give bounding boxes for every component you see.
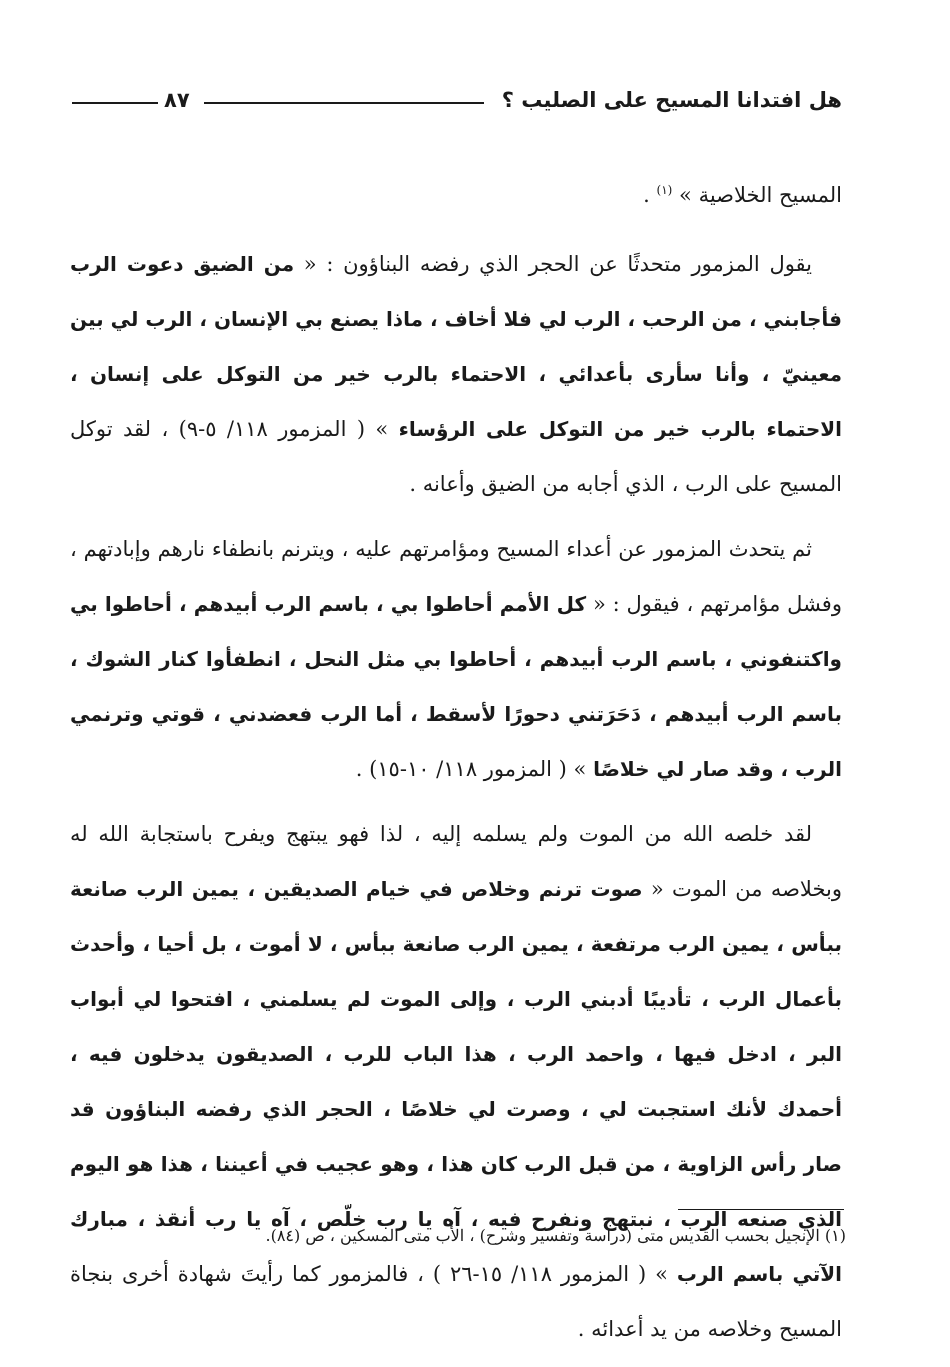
quotation-bold: من الضيق دعوت الرب فأجابني ، من الرحب ، الرب لي فلا أخاف ، ماذا يصنع بي الإنسان ، الرب لي بين معينيّ ، وأنا سأرى بأعدائي ، الاحتماء بالرب خير من التوكل على إنسان ، الاحتماء بالرب خير من التوكل على الرؤساء	[70, 252, 842, 441]
footnote-separator	[678, 1209, 844, 1210]
paragraph-4	[70, 807, 842, 1357]
running-header	[72, 80, 842, 120]
paragraph-intro: ثم يتحدث المزمور عن أعداء المسيح ومؤامرتهم عليه ، ويترنم بانطفاء نارهم وإبادتهم ، وفشل مؤامرتهم ، فيقول : «	[70, 537, 842, 616]
header-title: هل افتدانا المسيح على الصليب ؟	[501, 88, 842, 112]
paragraph-2	[70, 237, 842, 512]
paragraph-3	[70, 522, 842, 797]
paragraph-end: .	[643, 183, 657, 207]
paragraph-outro: » ( المزمور ١١٨/ ١٥-٢٦ ) ، فالمزمور كما رأيتَ شهادة أخرى بنجاة المسيح وخلاصه من يد أعدائه .	[70, 1262, 842, 1341]
header-rule	[204, 102, 484, 104]
page-number: ٨٧	[164, 88, 190, 112]
paragraph-text: المسيح الخلاصية »	[679, 183, 842, 207]
footnote: (١) الإنجيل بحسب القديس متى (دراسة وتفسير وشرح) ، الأب متى المسكين ، ص (٨٤).	[265, 1226, 846, 1245]
paragraph-intro: يقول المزمور متحدثًا عن الحجر الذي رفضه البناؤون : «	[294, 252, 813, 276]
quotation-bold: كل الأمم أحاطوا بي ، باسم الرب أبيدهم ، أحاطوا بي واكتنفوني ، باسم الرب أبيدهم ، أحاطوا بي مثل النحل ، انطفأوا كنار الشوك ، باسم الرب أبيدهم ، دَحَرَتني دحورًا لأسقط ، أما الرب فعضدني ، قوتي وترنمي الرب ، وقد صار لي خلاصًا	[70, 592, 842, 781]
body-text	[70, 168, 842, 1367]
header-rule-short	[72, 102, 158, 104]
quotation-bold: صوت ترنم وخلاص في خيام الصديقين ، يمين الرب صانعة ببأس ، يمين الرب مرتفعة ، يمين الرب صانعة ببأس ، لا أموت ، بل أحيا ، وأحدث بأعمال الرب ، تأديبًا أدبني الرب ، وإلى الموت لم يسلمني ، افتحوا لي أبواب البر ، ادخل فيها ، واحمد الرب ، هذا الباب للرب ، الصديقون يدخلون فيه ، أحمدك لأنك استجبت لي ، وصرت لي خلاصًا ، الحجر الذي رفضه البناؤون قد صار رأس الزاوية ، من قبل الرب كان هذا ، وهو عجيب في أعيننا ، هذا هو اليوم الذي صنعه الرب ، نبتهج ونفرح فيه ، آه يا رب خلّص ، آه يا رب أنقذ ، مبارك الآتي باسم الرب	[70, 877, 842, 1286]
paragraph-outro: » ( المزمور ١١٨/ ١٠-١٥) .	[355, 757, 594, 781]
paragraph-outro: » ( المزمور ١١٨/ ٥-٩) ، لقد توكل المسيح على الرب ، الذي أجابه من الضيق وأعانه .	[70, 417, 842, 496]
paragraph-1	[70, 168, 842, 223]
paragraph-intro: لقد خلصه الله من الموت ولم يسلمه إليه ، لذا فهو يبتهج ويفرح باستجابة الله له وبخلاصه من الموت «	[70, 822, 843, 901]
footnote-reference: (١)	[656, 183, 673, 197]
